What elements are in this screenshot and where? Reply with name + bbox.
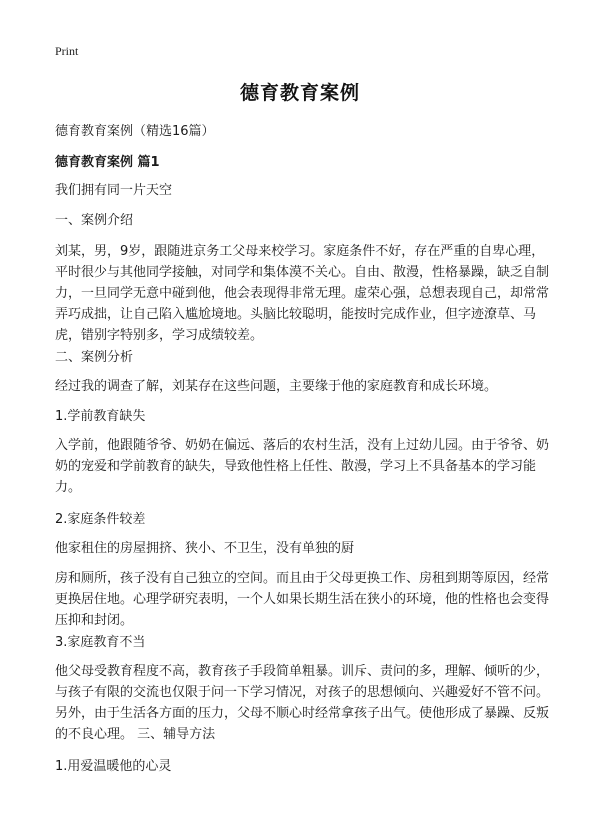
paragraph-intro: 刘某，男，9岁，跟随进京务工父母来校学习。家庭条件不好，存在严重的自卑心理，平时很少与其他同学接触，对同学和集体漠不关心。自由、散漫，性格暴躁，缺乏自制力，一旦同学无意中碰到他，他会表现得非常无理。虚荣心强，总想表现自己，却常常弄巧成拙，让自己陷入尴尬境地。头脑比较聪明，能按时完成作业，但字迹潦草、马虎，错别字特别多，学习成绩较差。 <box>55 244 550 343</box>
document-subtitle: 德育教育案例（精选16篇） <box>55 124 215 139</box>
print-link[interactable]: Print <box>55 44 79 58</box>
heading-family-conditions: 2.家庭条件较差 <box>55 512 146 527</box>
heading-family-education: 3.家庭教育不当 <box>55 635 146 650</box>
paragraph-family-conditions-b: 房和厕所，孩子没有自己独立的空间。而且由于父母更换工作、房租到期等原因，经常更换居住地。心理学研究表明，一个人如果长期生活在狭小的环境，他的性格也会变得压抑和封闭。 <box>55 571 550 628</box>
heading-case-intro: 一、案例介绍 <box>55 213 134 228</box>
heading-case-analysis: 二、案例分析 <box>55 350 134 365</box>
document-title: 德育教育案例 <box>239 82 360 104</box>
paragraph-analysis: 经过我的调查了解，刘某存在这些问题，主要缘于他的家庭教育和成长环境。 <box>55 379 498 394</box>
essay-title: 我们拥有同一片天空 <box>55 183 173 198</box>
paragraph-preschool: 入学前，他跟随爷爷、奶奶在偏远、落后的农村生活，没有上过幼儿园。由于爷爷、奶奶的宠爱和学前教育的缺失，导致他性格上任性、散漫，学习上不具备基本的学习能力。 <box>55 438 550 495</box>
heading-warm-heart: 1.用爱温暖他的心灵 <box>55 759 172 774</box>
paragraph-family-conditions-a: 他家租住的房屋拥挤、狭小、不卫生，没有单独的厨 <box>55 541 355 556</box>
heading-preschool: 1.学前教育缺失 <box>55 409 146 424</box>
section-heading: 德育教育案例 篇1 <box>55 155 160 170</box>
paragraph-family-education: 他父母受教育程度不高，教育孩子手段简单粗暴。训斥、责问的多，理解、倾听的少，与孩子有限的交流也仅限于问一下学习情况，对孩子的思想倾向、兴趣爱好不管不问。另外，由于生活各方面的压力，父母不顺心时经常拿孩子出气。使他形成了暴躁、反叛的不良心理。 三、辅导方法 <box>55 664 550 742</box>
